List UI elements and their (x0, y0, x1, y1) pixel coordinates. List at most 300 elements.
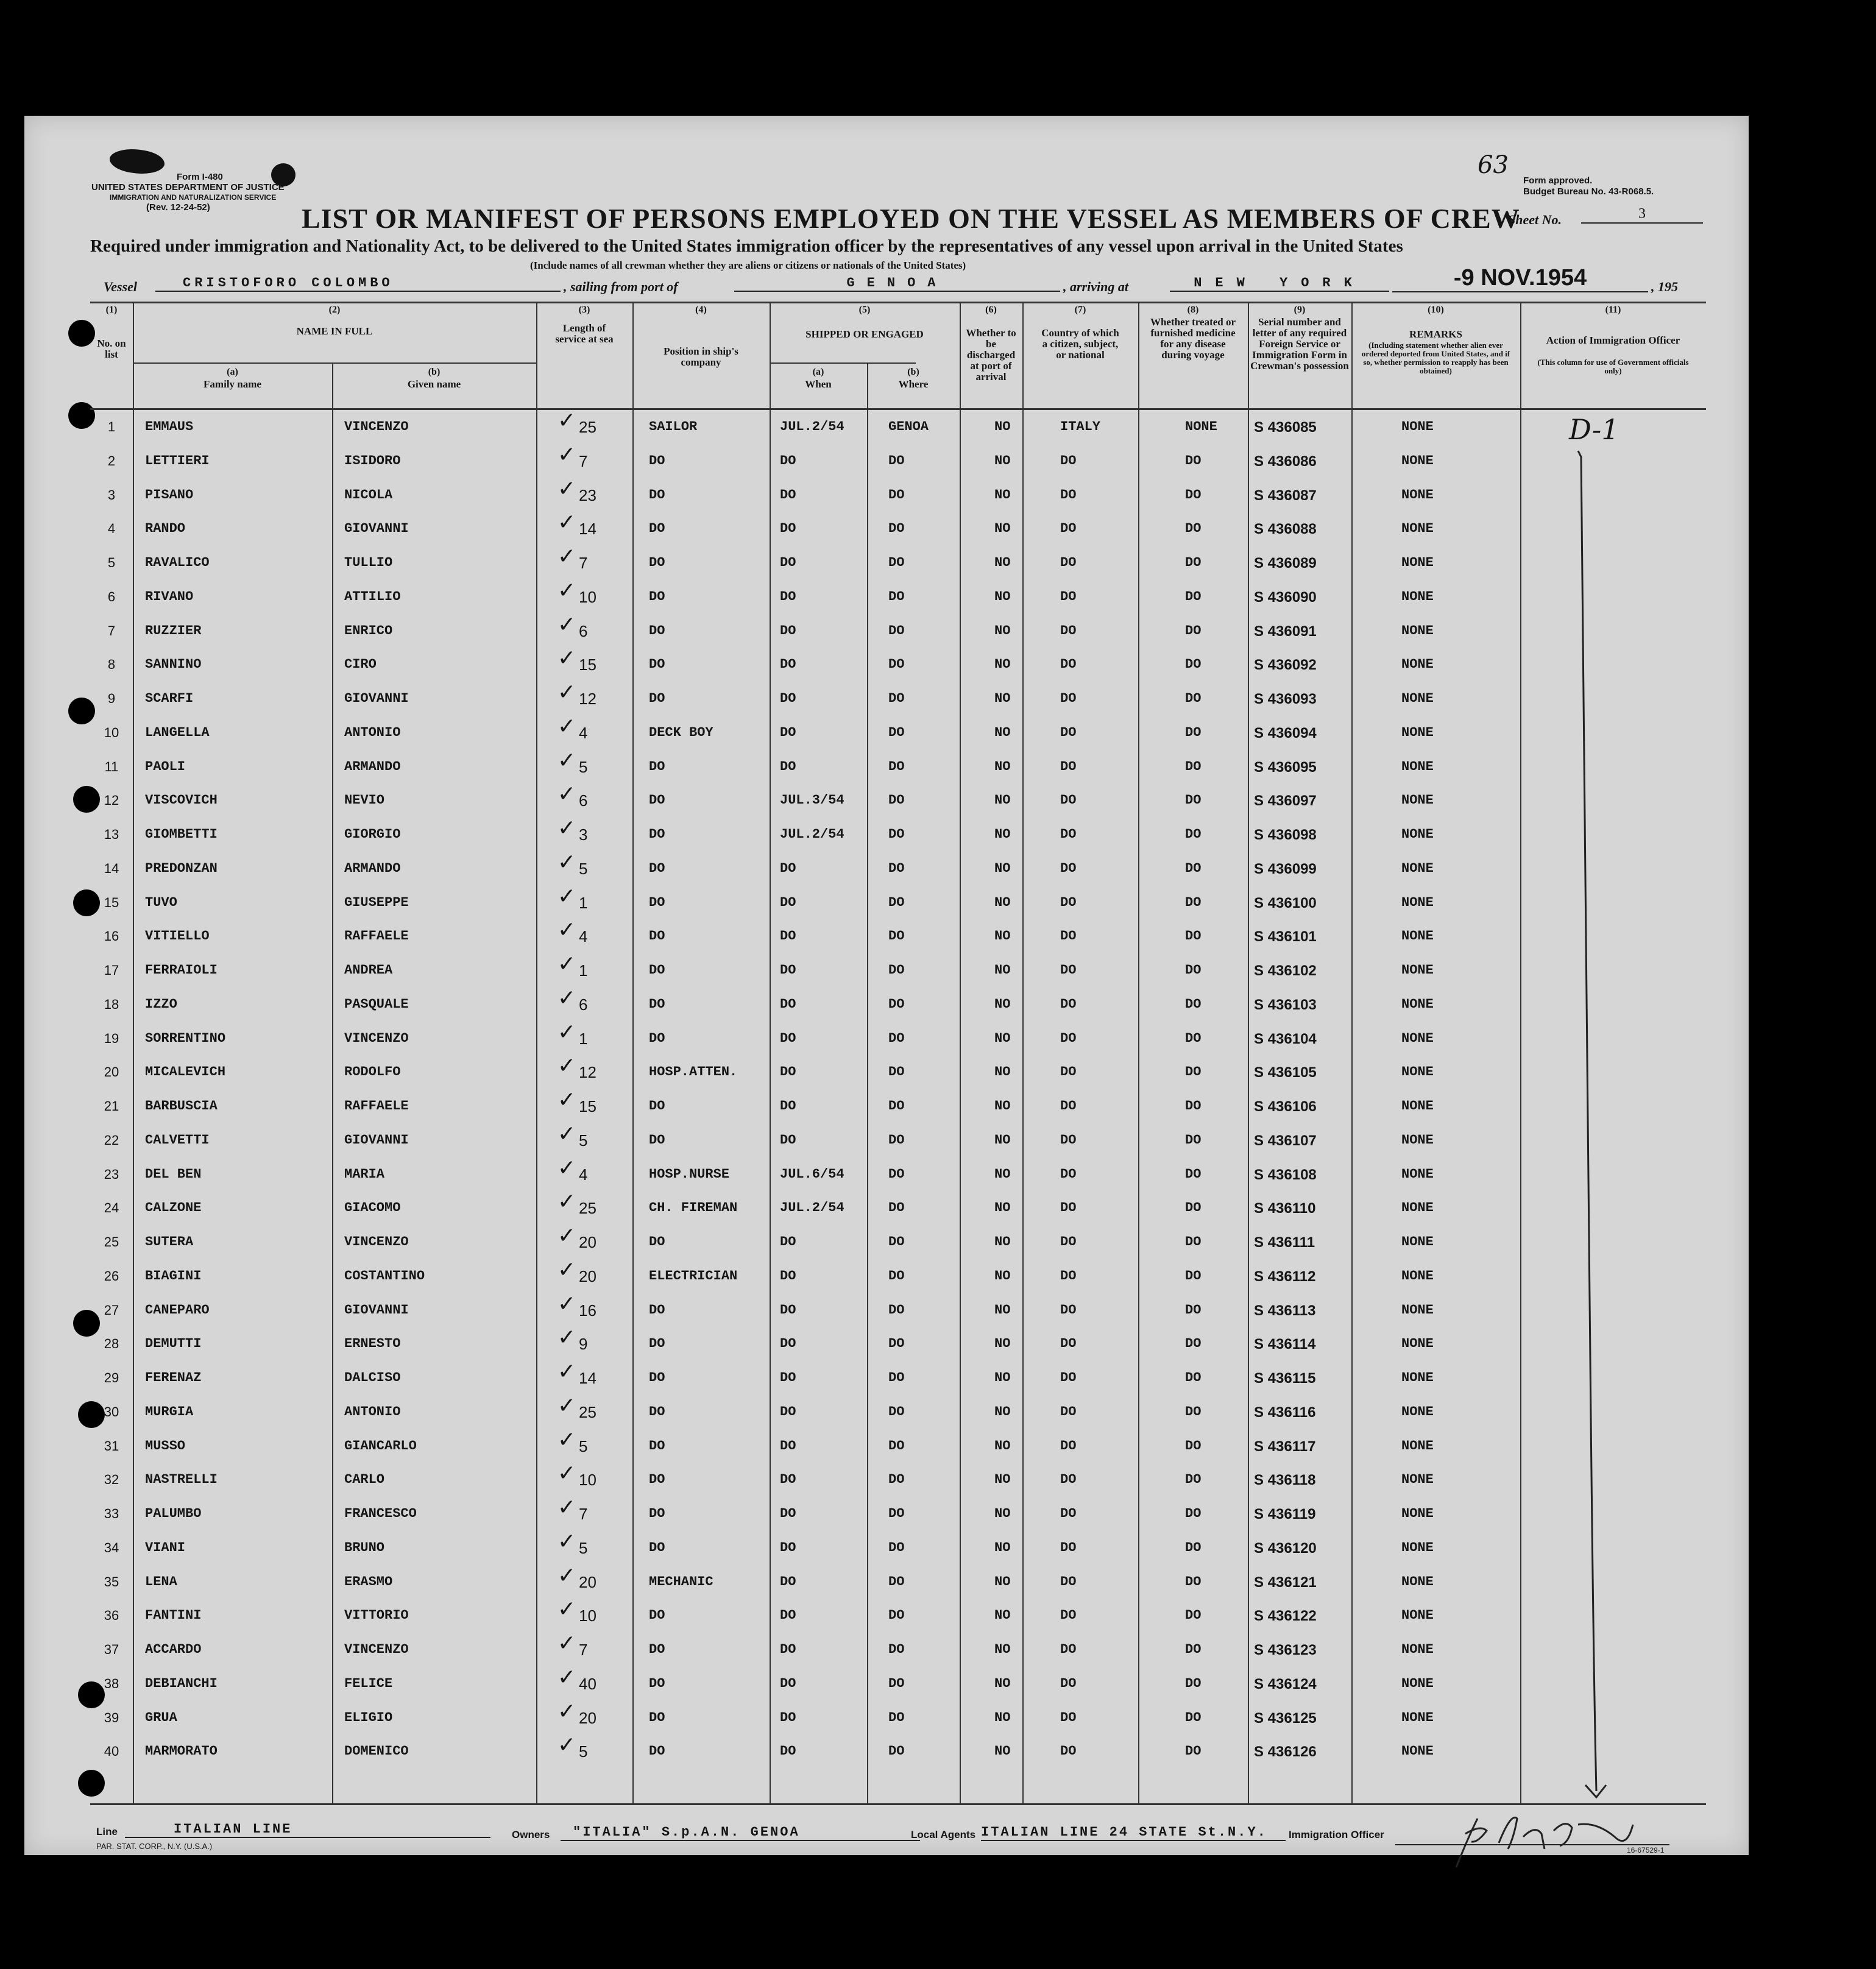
treated: DO (1185, 894, 1202, 910)
checkmark-icon: ✓ (557, 612, 576, 637)
shipped-when: DO (780, 1539, 796, 1555)
position: DO (649, 589, 665, 604)
local-agents-label: Local Agents (911, 1829, 976, 1840)
page-title: LIST OR MANIFEST OF PERSONS EMPLOYED ON THE VESSEL AS MEMBERS OF CREW (302, 203, 1520, 234)
country: DO (1060, 1098, 1077, 1114)
given-name: TULLIO (344, 555, 393, 570)
remarks: NONE (1401, 1302, 1434, 1318)
table-row (24, 680, 1749, 725)
table-row (24, 1087, 1749, 1133)
family-name: BIAGINI (145, 1268, 202, 1284)
col-header-remarks-note: (Including statement whether alien ever ordered deported from United States, and if so, whether permission to reapply has been obtained) (1361, 341, 1510, 375)
shipped-where: DO (888, 827, 905, 842)
position: DO (649, 1438, 665, 1454)
treated: DO (1185, 1098, 1202, 1114)
country: DO (1060, 1675, 1077, 1691)
shipped-where: DO (888, 657, 905, 673)
col-header-family-name: Family name (204, 378, 261, 390)
position: DO (649, 860, 665, 876)
checkmark-icon: ✓ (557, 1087, 576, 1112)
port-of-departure: GENOA (734, 275, 1060, 292)
shipped-where: DO (888, 555, 905, 570)
treated: DO (1185, 1675, 1202, 1691)
length-of-service: 7 (579, 1641, 588, 1659)
treated: DO (1185, 1438, 1202, 1454)
treated: DO (1185, 1574, 1202, 1589)
discharged: NO (994, 1370, 1011, 1385)
form-number: Form I-480 (177, 172, 223, 182)
given-name: GIANCARLO (344, 1438, 417, 1454)
remarks: NONE (1401, 1064, 1434, 1080)
row-number: 34 (104, 1539, 119, 1555)
checkmark-icon: ✓ (557, 1427, 576, 1452)
family-name: VIANI (145, 1539, 186, 1555)
serial-number: S 436103 (1254, 996, 1317, 1013)
position: DO (649, 1336, 665, 1352)
col-header-remarks: REMARKS (1409, 328, 1462, 340)
treated: DO (1185, 1404, 1202, 1419)
serial-number: S 436126 (1254, 1744, 1317, 1761)
checkmark-icon: ✓ (557, 1393, 576, 1418)
shipped-where: DO (888, 487, 905, 503)
discharged: NO (994, 793, 1011, 808)
length-of-service: 5 (579, 757, 588, 776)
remarks: NONE (1401, 1234, 1434, 1250)
shipped-when: DO (780, 691, 796, 706)
given-name: NICOLA (344, 487, 393, 503)
serial-number: S 436120 (1254, 1539, 1317, 1557)
family-name: DEL BEN (145, 1166, 202, 1182)
treated: DO (1185, 589, 1202, 604)
discharged: NO (994, 1098, 1011, 1114)
family-name: BARBUSCIA (145, 1098, 218, 1114)
table-row (24, 985, 1749, 1031)
position: HOSP.ATTEN. (649, 1064, 738, 1080)
remarks: NONE (1401, 1574, 1434, 1589)
position: DO (649, 928, 665, 944)
shipped-when: DO (780, 1608, 796, 1624)
row-number: 21 (104, 1098, 119, 1114)
shipped-when: DO (780, 1030, 796, 1046)
treated: DO (1185, 691, 1202, 706)
row-number: 27 (104, 1302, 119, 1318)
shipped-when: DO (780, 555, 796, 570)
discharged: NO (994, 657, 1011, 673)
treated: DO (1185, 1268, 1202, 1284)
given-name: RAFFAELE (344, 1098, 409, 1114)
shipped-where: DO (888, 1234, 905, 1250)
family-name: MARMORATO (145, 1744, 218, 1759)
discharged: NO (994, 555, 1011, 570)
table-row (24, 1359, 1749, 1404)
row-number: 37 (104, 1642, 119, 1657)
family-name: CALVETTI (145, 1132, 210, 1148)
position: DO (649, 487, 665, 503)
given-name: MARIA (344, 1166, 385, 1182)
checkmark-icon: ✓ (557, 782, 576, 807)
checkmark-icon: ✓ (557, 1631, 576, 1656)
remarks: NONE (1401, 453, 1434, 468)
checkmark-icon: ✓ (557, 510, 576, 536)
shipped-when: DO (780, 657, 796, 673)
col7-number: (7) (1074, 305, 1086, 315)
country: DO (1060, 1506, 1077, 1521)
length-of-service: 5 (579, 1742, 588, 1761)
shipped-where: DO (888, 894, 905, 910)
given-name: ELIGIO (344, 1709, 393, 1725)
row-number: 19 (104, 1030, 119, 1046)
position: MECHANIC (649, 1574, 713, 1589)
position: DO (649, 1709, 665, 1725)
country: DO (1060, 860, 1077, 876)
shipped-where: DO (888, 1675, 905, 1691)
table-row (24, 883, 1749, 929)
checkmark-icon: ✓ (557, 1257, 576, 1282)
family-name: NASTRELLI (145, 1472, 218, 1488)
length-of-service: 7 (579, 451, 588, 470)
remarks: NONE (1401, 1200, 1434, 1216)
given-name: GIORGIO (344, 827, 401, 842)
discharged: NO (994, 1234, 1011, 1250)
shipped-when: DO (780, 996, 796, 1012)
given-name: PASQUALE (344, 996, 409, 1012)
position: DO (649, 894, 665, 910)
col-header-country: Country of which a citizen, subject, or national (1041, 327, 1119, 361)
vessel-name: CRISTOFORO COLOMBO (155, 275, 561, 292)
table-row (24, 1155, 1749, 1201)
table-row (24, 1325, 1749, 1370)
shipped-when: DO (780, 1064, 796, 1080)
length-of-service: 10 (579, 587, 596, 606)
shipped-when: DO (780, 453, 796, 468)
checkmark-icon: ✓ (557, 1291, 576, 1317)
length-of-service: 20 (579, 1572, 596, 1591)
given-name: RODOLFO (344, 1064, 401, 1080)
given-name: DALCISO (344, 1370, 401, 1385)
shipped-when: DO (780, 1268, 796, 1284)
family-name: SCARFI (145, 691, 194, 706)
serial-number: S 436090 (1254, 589, 1317, 606)
position: SAILOR (649, 419, 698, 434)
treated: DO (1185, 1709, 1202, 1725)
remarks: NONE (1401, 1744, 1434, 1759)
table-row (24, 1189, 1749, 1234)
given-name: GIUSEPPE (344, 894, 409, 910)
country: DO (1060, 793, 1077, 808)
checkmark-icon: ✓ (557, 883, 576, 909)
remarks: NONE (1401, 1370, 1434, 1385)
table-row (24, 476, 1749, 521)
family-name: TUVO (145, 894, 177, 910)
shipped-when: DO (780, 928, 796, 944)
remarks: NONE (1401, 1166, 1434, 1182)
col-header-no-on-list: No. on list (97, 338, 126, 360)
form-revision: (Rev. 12-24-52) (146, 202, 210, 213)
discharged: NO (994, 1574, 1011, 1589)
discharged: NO (994, 1744, 1011, 1759)
owners-label: Owners (512, 1829, 550, 1840)
given-name: ANTONIO (344, 724, 401, 740)
country: ITALY (1060, 419, 1101, 434)
serial-number: S 436108 (1254, 1166, 1317, 1183)
family-name: SUTERA (145, 1234, 194, 1250)
table-row (24, 1699, 1749, 1744)
col-header-action: Action of Immigration Officer (1546, 334, 1680, 346)
col6-number: (6) (985, 305, 997, 315)
shipped-where: DO (888, 996, 905, 1012)
treated: DO (1185, 827, 1202, 842)
row-number: 35 (104, 1574, 119, 1589)
checkmark-icon: ✓ (557, 1699, 576, 1724)
col-header-position: Position in ship's company (664, 345, 738, 368)
serial-number: S 436100 (1254, 894, 1317, 911)
family-name: PISANO (145, 487, 194, 503)
family-name: PAOLI (145, 758, 186, 774)
remarks: NONE (1401, 589, 1434, 604)
remarks: NONE (1401, 1675, 1434, 1691)
remarks: NONE (1401, 793, 1434, 808)
family-name: FERENAZ (145, 1370, 202, 1385)
serial-number: S 436088 (1254, 521, 1317, 538)
discharged: NO (994, 1472, 1011, 1488)
shipped-where: DO (888, 1438, 905, 1454)
given-name: ARMANDO (344, 758, 401, 774)
table-row (24, 748, 1749, 793)
year-label: , 195 (1651, 279, 1678, 294)
table-row (24, 1733, 1749, 1778)
treated: DO (1185, 996, 1202, 1012)
checkmark-icon: ✓ (557, 816, 576, 841)
discharged: NO (994, 1268, 1011, 1284)
remarks: NONE (1401, 963, 1434, 978)
length-of-service: 23 (579, 486, 596, 504)
country: DO (1060, 758, 1077, 774)
serial-number: S 436105 (1254, 1064, 1317, 1081)
action-annotation: D-1 (1569, 413, 1619, 446)
position: DO (649, 555, 665, 570)
shipped-when: DO (780, 1132, 796, 1148)
shipped-where: DO (888, 691, 905, 706)
length-of-service: 5 (579, 1538, 588, 1557)
row-number: 12 (104, 793, 119, 808)
discharged: NO (994, 928, 1011, 944)
remarks: NONE (1401, 1506, 1434, 1521)
table-row (24, 1019, 1749, 1065)
row-number: 20 (104, 1064, 119, 1080)
discharged: NO (994, 1302, 1011, 1318)
table-row (24, 408, 1749, 453)
length-of-service: 20 (579, 1267, 596, 1285)
col-header-shipped-or-engaged: SHIPPED OR ENGAGED (805, 328, 924, 340)
shipped-where: DO (888, 1336, 905, 1352)
given-name: GIOVANNI (344, 1132, 409, 1148)
remarks: NONE (1401, 1539, 1434, 1555)
treated: DO (1185, 724, 1202, 740)
table-row (24, 544, 1749, 589)
col-header-treated: Whether treated or furnished medicine for any disease during voyage (1150, 316, 1236, 361)
serial-number: S 436102 (1254, 963, 1317, 979)
checkmark-icon: ✓ (557, 1664, 576, 1690)
col11-number: (11) (1605, 305, 1621, 315)
length-of-service: 20 (579, 1233, 596, 1251)
shipped-when: JUL.2/54 (780, 1200, 844, 1216)
family-name: MUSSO (145, 1438, 186, 1454)
col-header-length-of-service: Length of service at sea (555, 322, 614, 345)
checkmark-icon: ✓ (557, 680, 576, 705)
length-of-service: 4 (579, 723, 588, 742)
shipped-where: DO (888, 1098, 905, 1114)
table-row (24, 1427, 1749, 1472)
serial-number: S 436089 (1254, 555, 1317, 571)
shipped-when: DO (780, 1370, 796, 1385)
damaged-seal (110, 149, 165, 174)
shipped-when: DO (780, 1438, 796, 1454)
table-row (24, 1291, 1749, 1337)
position: DECK BOY (649, 724, 713, 740)
line-label: Line (96, 1826, 118, 1837)
row-number: 28 (104, 1336, 119, 1352)
row-number: 38 (104, 1675, 119, 1691)
position: DO (649, 1608, 665, 1624)
shipped-where: DO (888, 963, 905, 978)
remarks: NONE (1401, 996, 1434, 1012)
shipped-where: DO (888, 793, 905, 808)
treated: DO (1185, 1166, 1202, 1182)
service-name: IMMIGRATION AND NATURALIZATION SERVICE (110, 193, 277, 202)
remarks: NONE (1401, 1336, 1434, 1352)
length-of-service: 16 (579, 1301, 596, 1320)
shipped-where: DO (888, 521, 905, 537)
treated: DO (1185, 928, 1202, 944)
country: DO (1060, 453, 1077, 468)
country: DO (1060, 657, 1077, 673)
treated: DO (1185, 1234, 1202, 1250)
vessel-label: Vessel (104, 279, 137, 294)
treated: DO (1185, 1506, 1202, 1521)
given-name: GIOVANNI (344, 1302, 409, 1318)
table-row (24, 849, 1749, 895)
serial-number: S 436117 (1254, 1438, 1316, 1455)
col5-number: (5) (858, 305, 871, 315)
remarks: NONE (1401, 487, 1434, 503)
shipped-where: DO (888, 1642, 905, 1657)
serial-number: S 436094 (1254, 724, 1317, 741)
treated: DO (1185, 487, 1202, 503)
length-of-service: 5 (579, 1131, 588, 1150)
remarks: NONE (1401, 691, 1434, 706)
shipped-when: DO (780, 1642, 796, 1657)
length-of-service: 25 (579, 1199, 596, 1218)
form-approved: Form approved. (1523, 175, 1593, 186)
given-name: ISIDORO (344, 453, 401, 468)
family-name: VISCOVICH (145, 793, 218, 808)
remarks: NONE (1401, 860, 1434, 876)
checkmark-icon: ✓ (557, 1223, 576, 1248)
shipped-where: GENOA (888, 419, 929, 434)
shipped-where: DO (888, 1608, 905, 1624)
position: DO (649, 963, 665, 978)
serial-number: S 436114 (1254, 1336, 1316, 1353)
position: CH. FIREMAN (649, 1200, 738, 1216)
country: DO (1060, 1302, 1077, 1318)
checkmark-icon: ✓ (557, 748, 576, 773)
row-number: 22 (104, 1132, 119, 1148)
given-name: VINCENZO (344, 1234, 409, 1250)
length-of-service: 40 (579, 1674, 596, 1693)
row-number: 3 (107, 487, 116, 503)
discharged: NO (994, 1166, 1011, 1182)
shipped-where: DO (888, 1166, 905, 1182)
table-row (24, 782, 1749, 827)
discharged: NO (994, 894, 1011, 910)
row-number: 13 (104, 827, 119, 842)
discharged: NO (994, 419, 1011, 434)
given-name: GIACOMO (344, 1200, 401, 1216)
length-of-service: 5 (579, 859, 588, 878)
given-name: VINCENZO (344, 419, 409, 434)
col10-number: (10) (1428, 305, 1444, 315)
treated: DO (1185, 860, 1202, 876)
shipped-where: DO (888, 1132, 905, 1148)
serial-number: S 436123 (1254, 1642, 1317, 1658)
remarks: NONE (1401, 894, 1434, 910)
checkmark-icon: ✓ (557, 544, 576, 569)
family-name: MICALEVICH (145, 1064, 226, 1080)
sheet-label: Sheet No. (1508, 212, 1562, 227)
length-of-service: 6 (579, 995, 588, 1014)
family-name: RUZZIER (145, 623, 202, 638)
row-number: 14 (104, 860, 119, 876)
col4-number: (4) (695, 305, 707, 315)
serial-number: S 436125 (1254, 1709, 1317, 1727)
row-number: 11 (104, 758, 119, 774)
treated: DO (1185, 1608, 1202, 1624)
family-name: LETTIERI (145, 453, 210, 468)
shipped-where: DO (888, 1030, 905, 1046)
given-name: COSTANTINO (344, 1268, 425, 1284)
country: DO (1060, 1709, 1077, 1725)
row-number: 15 (104, 894, 119, 910)
checkmark-icon: ✓ (557, 1189, 576, 1215)
length-of-service: 4 (579, 927, 588, 946)
serial-number: S 436124 (1254, 1675, 1317, 1692)
shipped-when: DO (780, 521, 796, 537)
page-number: 63 (1478, 151, 1509, 179)
given-name: VINCENZO (344, 1030, 409, 1046)
serial-number: S 436091 (1254, 623, 1317, 640)
serial-number: S 436112 (1254, 1268, 1316, 1285)
length-of-service: 6 (579, 621, 588, 640)
remarks: NONE (1401, 1642, 1434, 1657)
row-number: 2 (107, 453, 116, 468)
position: DO (649, 1744, 665, 1759)
row-number: 33 (104, 1506, 119, 1521)
arrival-date: -9 NOV.1954 (1392, 265, 1648, 292)
row-number: 1 (107, 419, 116, 434)
family-name: CALZONE (145, 1200, 202, 1216)
shipped-when: DO (780, 894, 796, 910)
port-of-arrival: NEW YORK (1170, 275, 1389, 292)
length-of-service: 20 (579, 1708, 596, 1727)
length-of-service: 25 (579, 1402, 596, 1421)
col-header-serial-number: Serial number and letter of any required Foreign Service or Immigration Form in Crewman's possession (1250, 316, 1349, 372)
position: DO (649, 1302, 665, 1318)
shipped-when: DO (780, 1675, 796, 1691)
length-of-service: 14 (579, 520, 596, 539)
position: DO (649, 1234, 665, 1250)
given-name: GIOVANNI (344, 521, 409, 537)
treated: DO (1185, 1064, 1202, 1080)
